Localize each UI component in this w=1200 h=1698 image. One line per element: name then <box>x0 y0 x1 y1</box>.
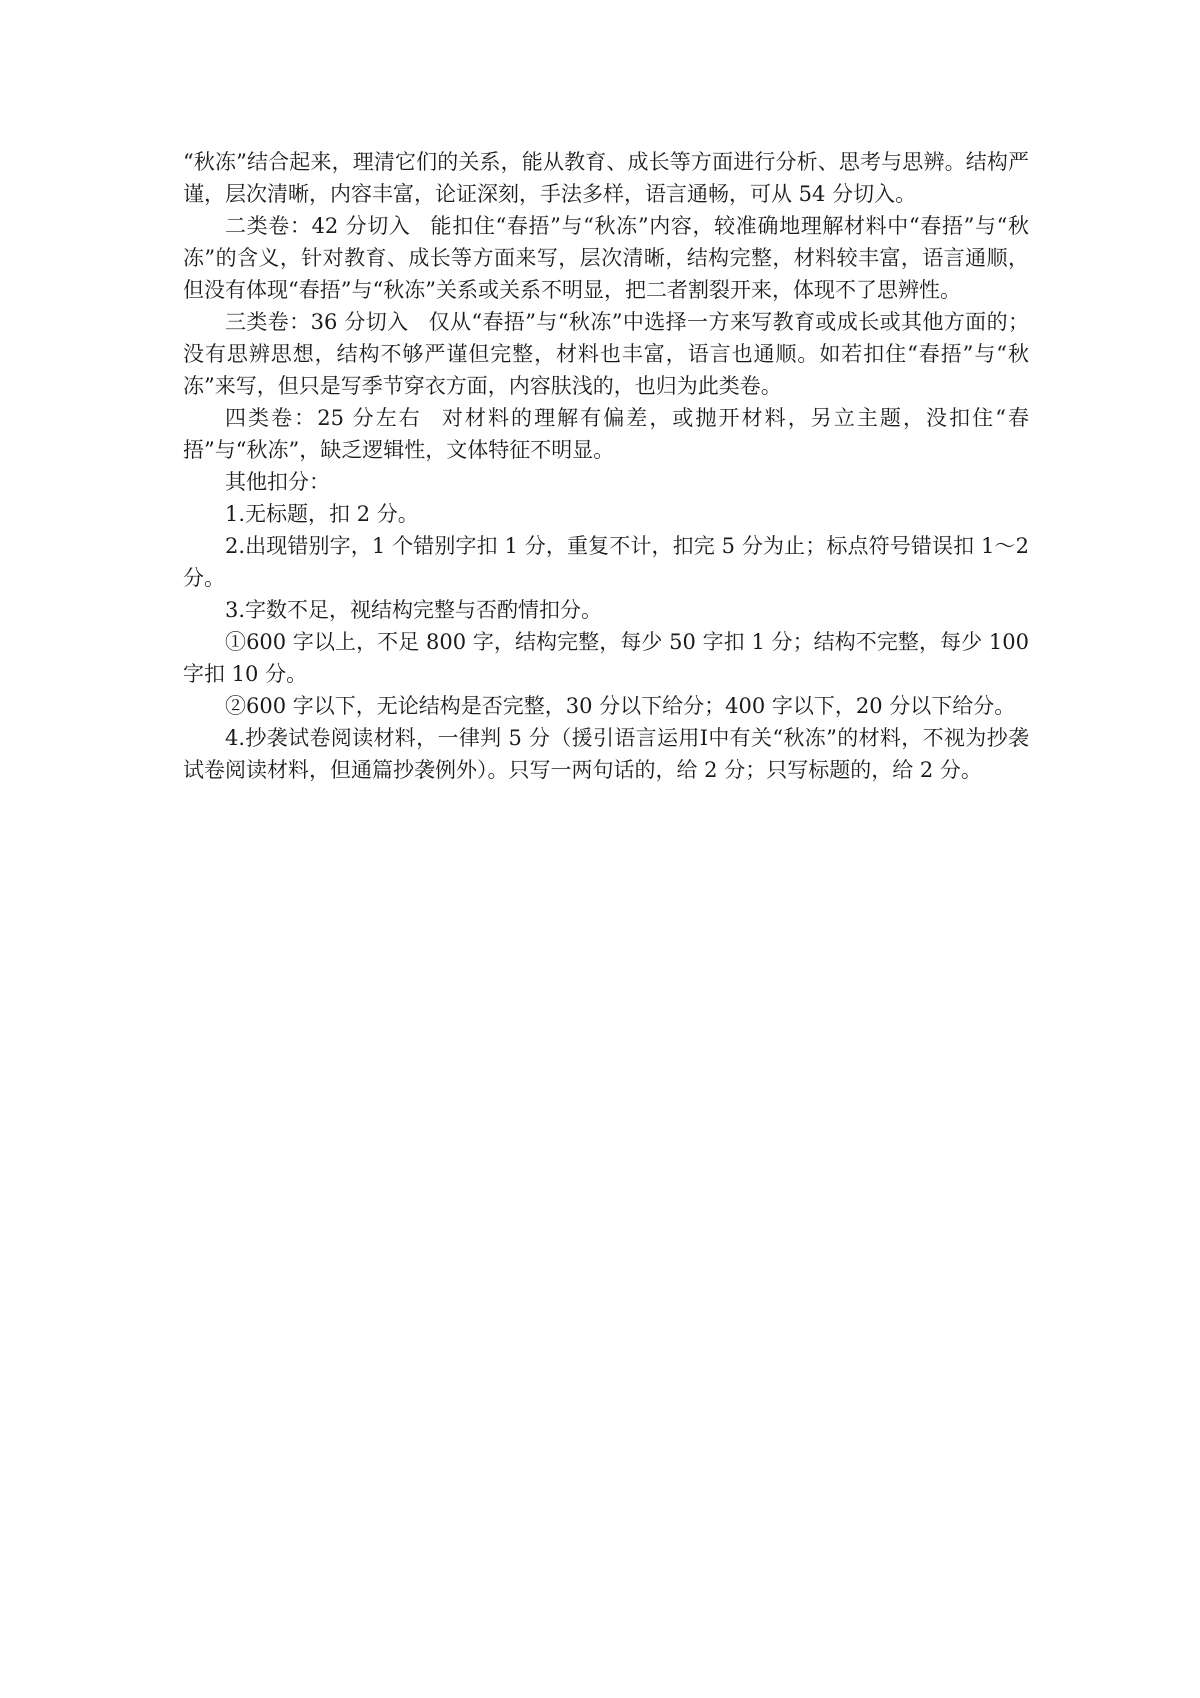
paragraph-top-grade-continuation <box>183 146 1029 210</box>
paragraph-deduction-4 <box>183 722 1029 786</box>
paragraph-text: 4.抄袭试卷阅读材料，一律判 5 分（援引语言运用Ⅰ中有关“秋冻”的材料，不视为抄袭试卷阅读材料，但通篇抄袭例外）。只写一两句话的，给 2 分；只写标题的，给 2 分。 <box>183 726 1029 782</box>
paragraph-other-deductions-heading <box>183 466 1029 498</box>
paragraph-text: ①600 字以上，不足 800 字，结构完整，每少 50 字扣 1 分；结构不完整，每少 100 字扣 10 分。 <box>183 630 1029 686</box>
grade-heading: 三类卷：36 分切入 <box>225 310 409 334</box>
paragraph-deduction-3-1 <box>183 626 1029 690</box>
paragraph-text: ②600 字以下，无论结构是否完整，30 分以下给分；400 字以下，20 分以下给分。 <box>225 694 1016 718</box>
paragraph-text: 能扣住“春捂”与“秋冻”内容，较准确地理解材料中“春捂”与“秋冻”的含义，针对教育、成长等方面来写，层次清晰，结构完整，材料较丰富，语言通顺，但没有体现“春捂”与“秋冻”关系或关系不明显，把二者割裂开来，体现不了思辨性。 <box>183 214 1029 302</box>
document-body <box>183 146 1029 786</box>
grade-heading: 四类卷：25 分左右 <box>225 406 422 430</box>
paragraph-grade-3 <box>183 306 1029 402</box>
paragraph-text: “秋冻”结合起来，理清它们的关系，能从教育、成长等方面进行分析、思考与思辨。结构严谨，层次清晰，内容丰富，论证深刻，手法多样，语言通畅，可从 54 分切入。 <box>183 150 1029 206</box>
paragraph-deduction-3-2 <box>183 690 1029 722</box>
paragraph-deduction-3 <box>183 594 1029 626</box>
paragraph-grade-2 <box>183 210 1029 306</box>
paragraph-text: 1.无标题，扣 2 分。 <box>225 502 419 526</box>
paragraph-text: 2.出现错别字，1 个错别字扣 1 分，重复不计，扣完 5 分为止；标点符号错误扣 1～2 分。 <box>183 534 1029 590</box>
paragraph-text: 仅从“春捂”与“秋冻”中选择一方来写教育或成长或其他方面的；没有思辨思想，结构不够严谨但完整，材料也丰富，语言也通顺。如若扣住“春捂”与“秋冻”来写，但只是写季节穿衣方面，内容肤浅的，也归为此类卷。 <box>183 310 1029 398</box>
paragraph-deduction-1 <box>183 498 1029 530</box>
paragraph-text: 其他扣分： <box>225 470 330 494</box>
paragraph-deduction-2 <box>183 530 1029 594</box>
paragraph-grade-4 <box>183 402 1029 466</box>
grade-heading: 二类卷：42 分切入 <box>225 214 411 238</box>
paragraph-text: 对材料的理解有偏差，或抛开材料，另立主题，没扣住“春捂”与“秋冻”，缺乏逻辑性，文体特征不明显。 <box>183 406 1030 462</box>
paragraph-text: 3.字数不足，视结构完整与否酌情扣分。 <box>225 598 603 622</box>
